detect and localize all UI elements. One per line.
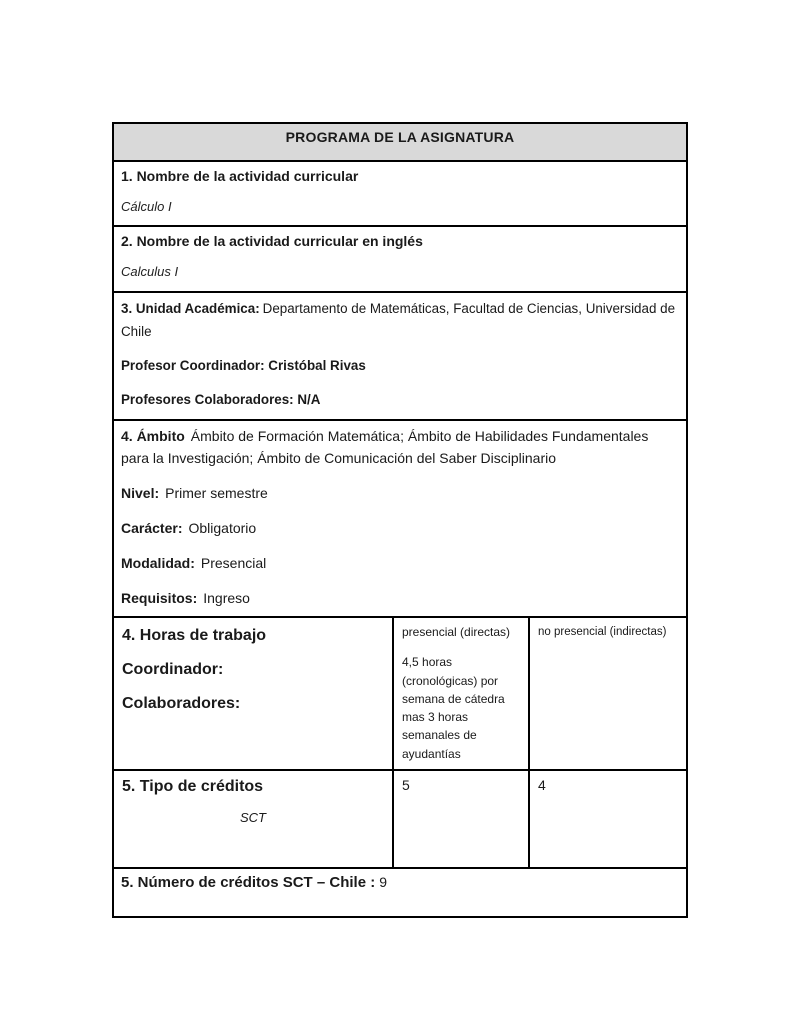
level-label: Nivel: [121, 485, 160, 501]
row-work-hours [114, 616, 686, 769]
credit-type-sublabel: SCT [240, 810, 266, 825]
credit-type-label-cell [114, 771, 392, 867]
row-academic-unit [114, 291, 686, 419]
course-name-value: Cálculo I [121, 199, 172, 214]
presencial-header: presencial (directas) [402, 625, 511, 639]
collaborating-professors: Profesores Colaboradores: N/A [121, 392, 321, 407]
scope-paragraph [121, 425, 679, 469]
requisites-paragraph [121, 587, 679, 609]
academic-unit-paragraph [121, 297, 679, 343]
course-name-english-label: 2. Nombre de la actividad curricular en inglés [121, 233, 423, 249]
academic-unit-value: Departamento de Matemáticas, Facultad de Ciencias, Universidad de Chile [121, 301, 676, 339]
row-credit-number [114, 867, 686, 916]
credit-type-presencial-value: 5 [402, 777, 410, 793]
scope-label: 4. Ámbito [121, 428, 185, 444]
work-hours-collaborators-label: Colaboradores: [122, 695, 241, 712]
work-hours-coordinator-label: Coordinador: [122, 661, 224, 678]
character-paragraph [121, 517, 679, 539]
row-credit-type [114, 769, 686, 867]
level-value: Primer semestre [165, 485, 268, 501]
credit-type-no-presencial-cell [528, 771, 686, 867]
row-scope [114, 419, 686, 616]
modality-value: Presencial [200, 555, 267, 571]
no-presencial-header: no presencial (indirectas) [538, 626, 667, 638]
character-label: Carácter: [121, 520, 183, 536]
work-hours-label-cell [114, 618, 392, 769]
no-presencial-hours-cell [528, 618, 686, 769]
requisites-label: Requisitos: [121, 590, 198, 606]
row-course-name-english [114, 225, 686, 291]
presencial-detail: 4,5 horas (cronológicas) por semana de cátedra mas 3 horas semanales de ayudantías [402, 655, 505, 761]
course-name-label: 1. Nombre de la actividad curricular [121, 168, 359, 184]
work-hours-label: 4. Horas de trabajo [122, 627, 267, 644]
row-course-name [114, 160, 686, 225]
presencial-hours-cell [392, 618, 528, 769]
credit-type-label: 5. Tipo de créditos [122, 778, 264, 795]
coordinator-professor: Profesor Coordinador: Cristóbal Rivas [121, 358, 366, 373]
credit-number-paragraph [121, 874, 679, 891]
credit-type-presencial-cell [392, 771, 528, 867]
character-value: Obligatorio [188, 520, 257, 536]
page-title: PROGRAMA DE LA ASIGNATURA [285, 129, 515, 145]
academic-unit-label: 3. Unidad Académica: [121, 301, 260, 316]
credit-number-value: 9 [379, 874, 388, 890]
syllabus-table [112, 122, 688, 918]
modality-label: Modalidad: [121, 555, 195, 571]
course-name-english-value: Calculus I [121, 264, 179, 279]
scope-value: Ámbito de Formación Matemática; Ámbito de Habilidades Fundamentales para la Investigación; Ámbito de Comunicación del Saber Disciplinario [121, 428, 649, 466]
modality-paragraph [121, 552, 679, 574]
level-paragraph [121, 482, 679, 504]
table-header-row [114, 124, 686, 160]
credit-number-label: 5. Número de créditos SCT – Chile : [121, 874, 376, 891]
credit-type-no-presencial-value: 4 [538, 777, 546, 793]
requisites-value: Ingreso [203, 590, 250, 606]
